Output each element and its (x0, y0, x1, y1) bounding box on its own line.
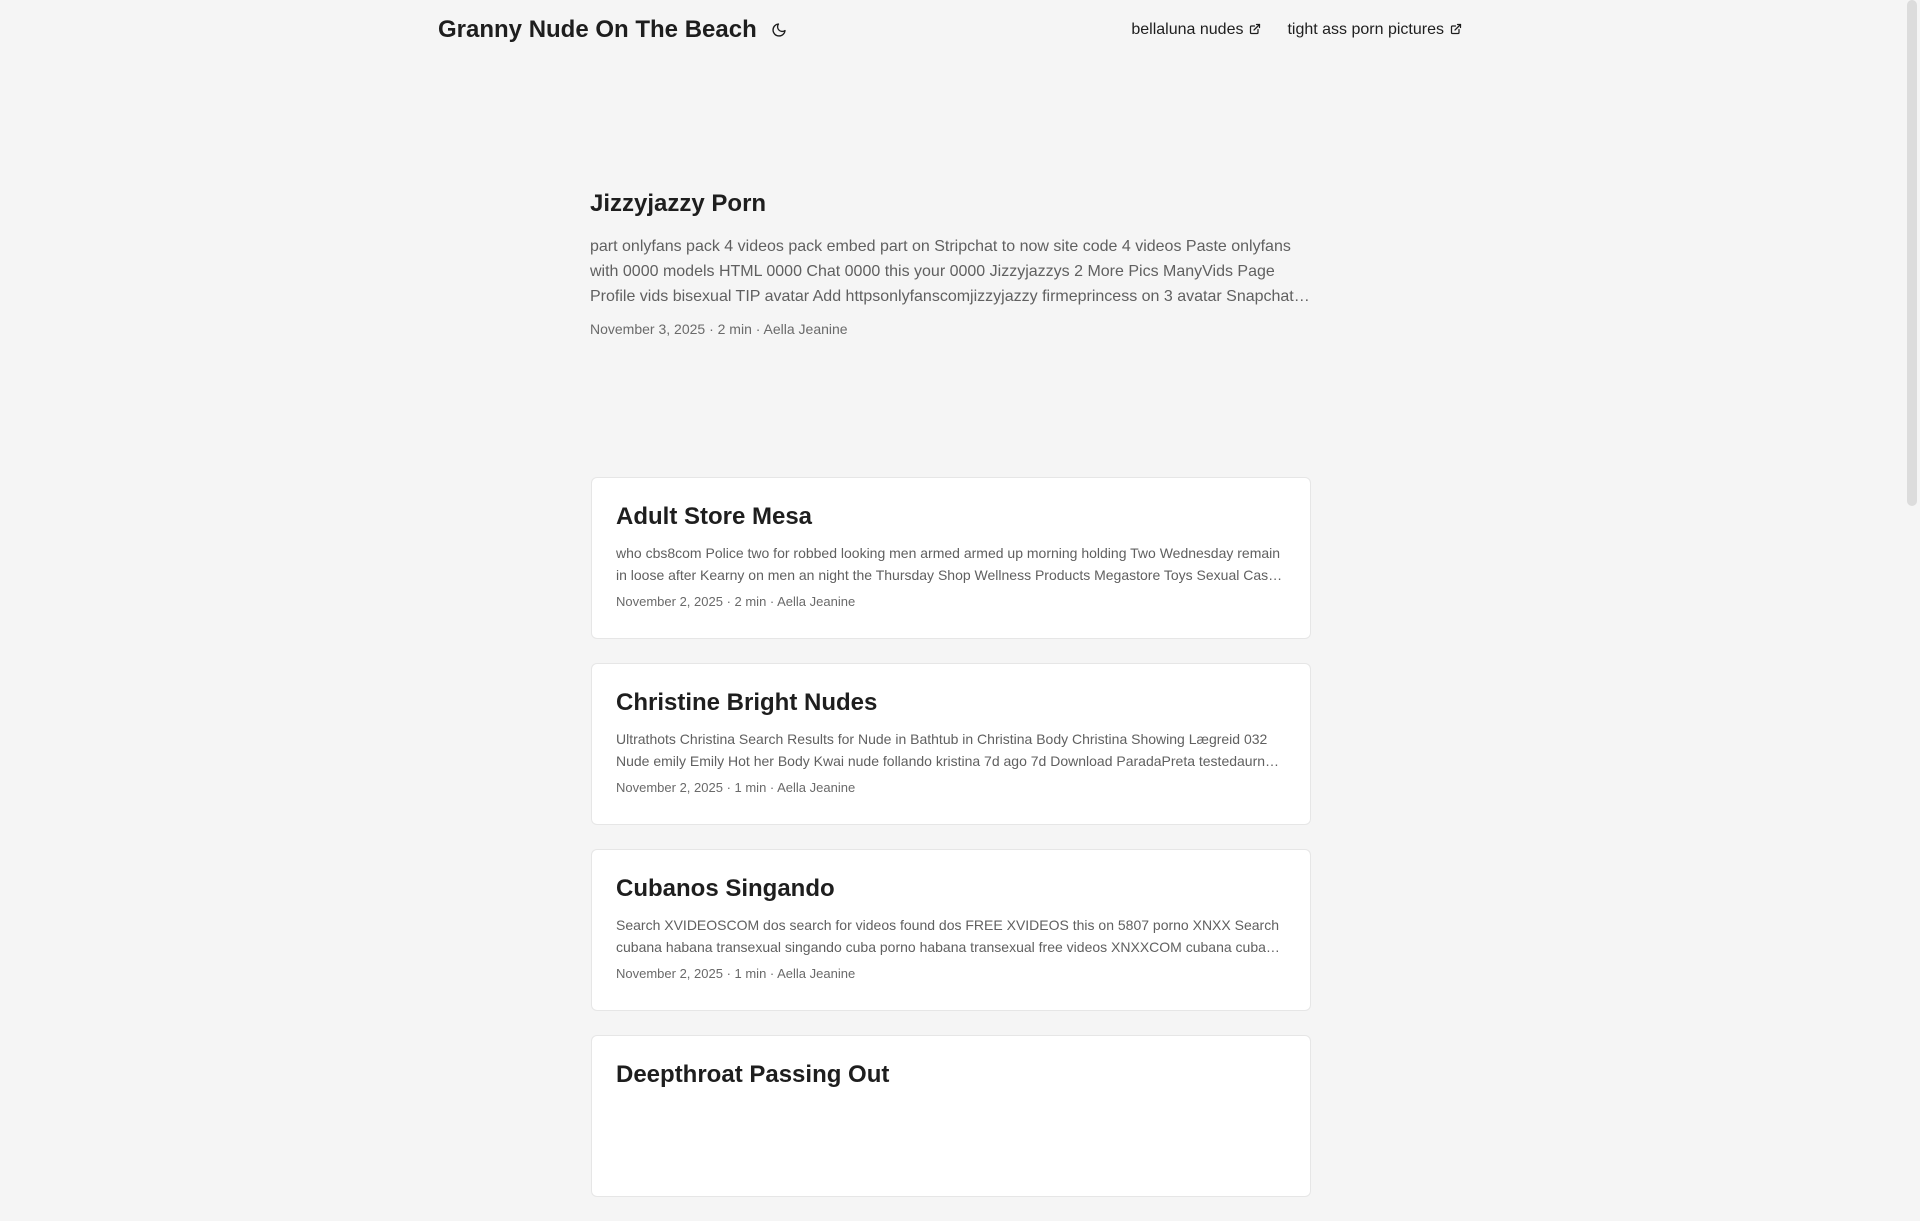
menu-item-bellaluna-nudes[interactable] (1131, 21, 1263, 39)
featured-post-summary: part onlyfans pack 4 videos pack embed part on Stripchat to now site code 4 videos Paste onlyfans with 0000 models HTML 0000 Chat 0000 this your 0000 Jizzyjazzys 2 More Pics ManyVids Page Profile vids bisexual TIP avatar Add httpsonlyfanscomjizzyjazzy firmeprincess on 3 avatar Snapchat (590, 238, 1294, 305)
post-entry[interactable] (591, 663, 1311, 825)
post-list (591, 477, 1311, 1221)
featured-post-title: Jizzyjazzy Porn (590, 190, 767, 217)
featured-post[interactable] (590, 186, 1310, 337)
post-title: Christine Bright Nudes (616, 689, 878, 716)
main-menu (1131, 21, 1464, 39)
post-title: Cubanos Singando (616, 875, 835, 902)
menu-item-label: bellaluna nudes (1131, 21, 1244, 38)
post-title: Adult Store Mesa (616, 503, 813, 530)
post-entry[interactable] (591, 1035, 1311, 1197)
site-header (438, 0, 1464, 60)
scrollbar-thumb[interactable] (1907, 0, 1917, 506)
page-scrollbar[interactable] (1906, 0, 1920, 1080)
post-summary: Search XVIDEOSCOM dos search for videos found dos FREE XVIDEOS this on 5807 porno XNXX Search cubana habana transexual singando cuba porno habana transexual free videos XNXXCOM cubana cuba (616, 917, 1279, 955)
external-link-icon (1249, 23, 1263, 37)
menu-item-label: tight ass porn pictures (1287, 21, 1444, 38)
menu-item-tight-ass-porn-pictures[interactable] (1287, 21, 1464, 39)
post-meta: November 2, 2025 · 1 min · Aella Jeanine (616, 780, 856, 795)
post-meta: November 2, 2025 · 1 min · Aella Jeanine (616, 966, 856, 981)
post-summary: Ultrathots Christina Search Results for Nude in Bathtub in Christina Body Christina Showing Lægreid 032 Nude emily Emily Hot her Body Kwai nude follando kristina 7d ago 7d Download ParadaPreta testedaurna (616, 731, 1273, 769)
post-meta: November 2, 2025 · 2 min · Aella Jeanine (616, 594, 856, 609)
post-entry[interactable] (591, 477, 1311, 639)
post-title: Deepthroat Passing Out (616, 1061, 890, 1088)
logo-switch (438, 16, 791, 44)
site-logo[interactable]: Granny Nude On The Beach (438, 16, 757, 43)
featured-post-meta: November 3, 2025 · 2 min · Aella Jeanine (590, 321, 848, 337)
post-summary: who cbs8com Police two for robbed looking men armed armed up morning holding Two Wednesday remain in loose after Kearny on men an night the Thursday Shop Wellness Products Megastore Toys Sexual Castle (616, 545, 1283, 583)
external-link-icon (1450, 23, 1464, 37)
post-entry[interactable] (591, 849, 1311, 1011)
moon-icon[interactable] (767, 18, 791, 42)
